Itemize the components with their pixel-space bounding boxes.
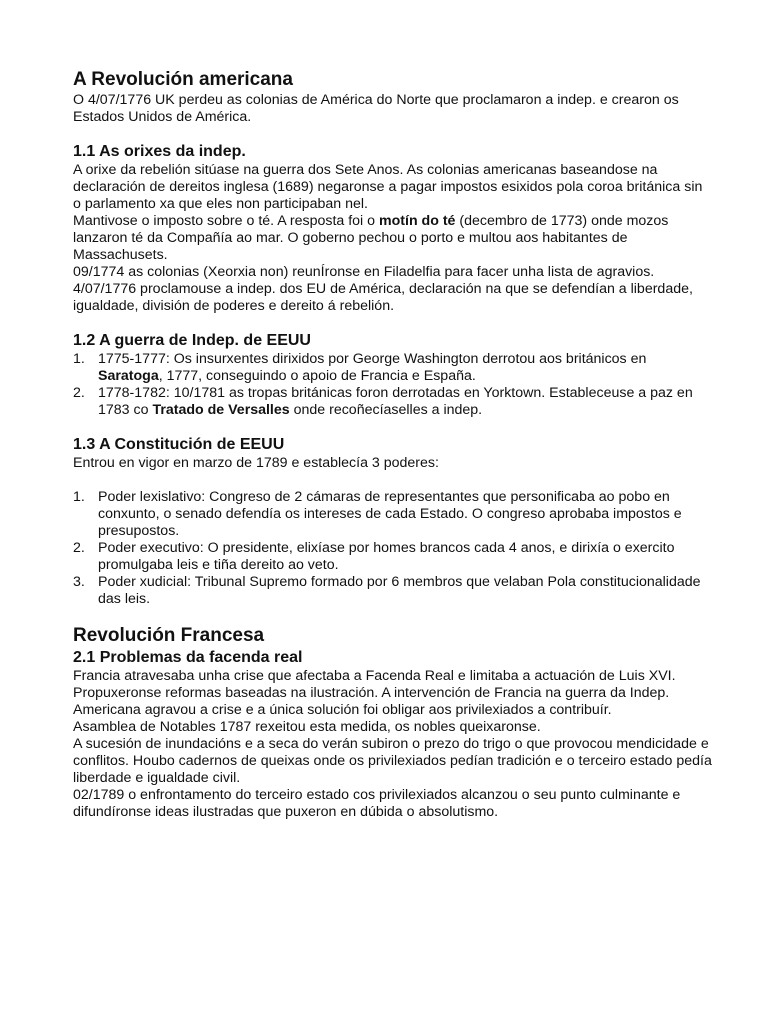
heading-royal-finance: 2.1 Problemas da facenda real [73, 649, 303, 666]
bold-term-saratoga: Saratoga [98, 368, 159, 384]
list-item [73, 574, 713, 608]
text-span: , 1777, conseguindo o apoio de Francia e España. [158, 368, 476, 384]
text-span: Poder executivo: O presidente, elixíase por homes brancos cada 4 anos, e dirixía o exercito promulgaba leis e tiña dereito ao veto. [98, 540, 675, 573]
text-span: 1775-1777: Os insurxentes dirixidos por George Washington derrotou aos británicos en [98, 351, 647, 367]
paragraph-finance-3: Asamblea de Notables 1787 rexeitou esta medida, os nobles queixaronse. [73, 719, 541, 735]
paragraph-origins-2 [73, 213, 713, 264]
paragraph-finance-4: A sucesión de inundacións e a seca do verán subiron o prezo do trigo o que provocou mendicidade e conflitos. Houbo cadernos de queixas onde os privilexiados pedían tradición e o terceiro estado pedía liberdade e igualdade civil. [73, 736, 712, 786]
text-span: 1778-1782: 10/1781 as tropas británicas foron derrotadas en Yorktown. Estableceuse a paz en 1783 co [98, 385, 693, 418]
heading-american-revolution: A Revolución americana [73, 69, 293, 90]
list-number: 1. [73, 351, 85, 367]
list-number: 2. [73, 540, 85, 556]
paragraph-finance-2: Propuxeronse reformas baseadas na ilustración. A intervención de Francia na guerra da Indep. Americana agravou a crise e a única solución foi obligar aos privilexiados a contribuír. [73, 685, 670, 718]
list-number: 1. [73, 489, 85, 505]
paragraph-finance-5: 02/1789 o enfrontamento do terceiro estado cos privilexiados alcanzou o seu punto culminante e difundíronse ideas ilustradas que puxeron en dúbida o absolutismo. [73, 787, 681, 820]
war-list [73, 351, 713, 419]
list-number: 3. [73, 574, 85, 590]
paragraph-constitution-intro: Entrou en vigor en marzo de 1789 e establecía 3 poderes: [73, 455, 439, 471]
paragraph-origins-1: A orixe da rebelión sitúase na guerra dos Sete Anos. As colonias americanas baseandose na declaración de dereitos inglesa (1689) negaronse a pagar impostos esixidos pola coroa británica sin o parlamento xa que eles non participaban nel. [73, 162, 703, 212]
text-span: Poder xudicial: Tribunal Supremo formado por 6 membros que velaban Pola constitucionalidade das leis. [98, 574, 701, 607]
text-span: Mantivose o imposto sobre o té. A resposta foi o [73, 213, 379, 229]
heading-war-of-independence: 1.2 A guerra de Indep. de EEUU [73, 332, 311, 349]
text-span: Poder lexislativo: Congreso de 2 cámaras de representantes que personificaba ao pobo en conxunto, o senado defendía os intereses de cada Estado. O congreso aprobaba impostos e presupostos. [98, 489, 682, 539]
list-number: 2. [73, 385, 85, 401]
list-item [73, 351, 713, 385]
paragraph-finance-1: Francia atravesaba unha crise que afectaba a Facenda Real e limitaba a actuación de Luis XVI. [73, 668, 676, 684]
paragraph-intro: O 4/07/1776 UK perdeu as colonias de América do Norte que proclamaron a indep. e crearon os Estados Unidos de América. [73, 92, 679, 125]
text-span: onde recoñecíaselles a indep. [289, 402, 483, 418]
heading-constitution: 1.3 A Constitución de EEUU [73, 436, 285, 453]
heading-french-revolution: Revolución Francesa [73, 625, 265, 646]
list-item [73, 385, 713, 419]
paragraph-origins-3: 09/1774 as colonias (Xeorxia non) reunÍronse en Filadelfia para facer unha lista de agravios. 4/07/1776 proclamouse a indep. dos EU de América, declaración na que se defendían a liberdade, igualdade, división de poderes e dereito á rebelión. [73, 264, 693, 314]
bold-term-treaty-versailles: Tratado de Versalles [152, 402, 290, 418]
bold-term-tea-party: motín do té [379, 213, 456, 229]
list-item [73, 540, 713, 574]
powers-list [73, 489, 713, 608]
document-page [73, 68, 713, 821]
list-item [73, 489, 713, 540]
text-span: (decembro de 1773) onde mozos lanzaron té da Compañía ao mar. O goberno pechou o porto e multou aos habitantes de Massachusets. [73, 213, 669, 263]
heading-origins: 1.1 As orixes da indep. [73, 143, 246, 160]
